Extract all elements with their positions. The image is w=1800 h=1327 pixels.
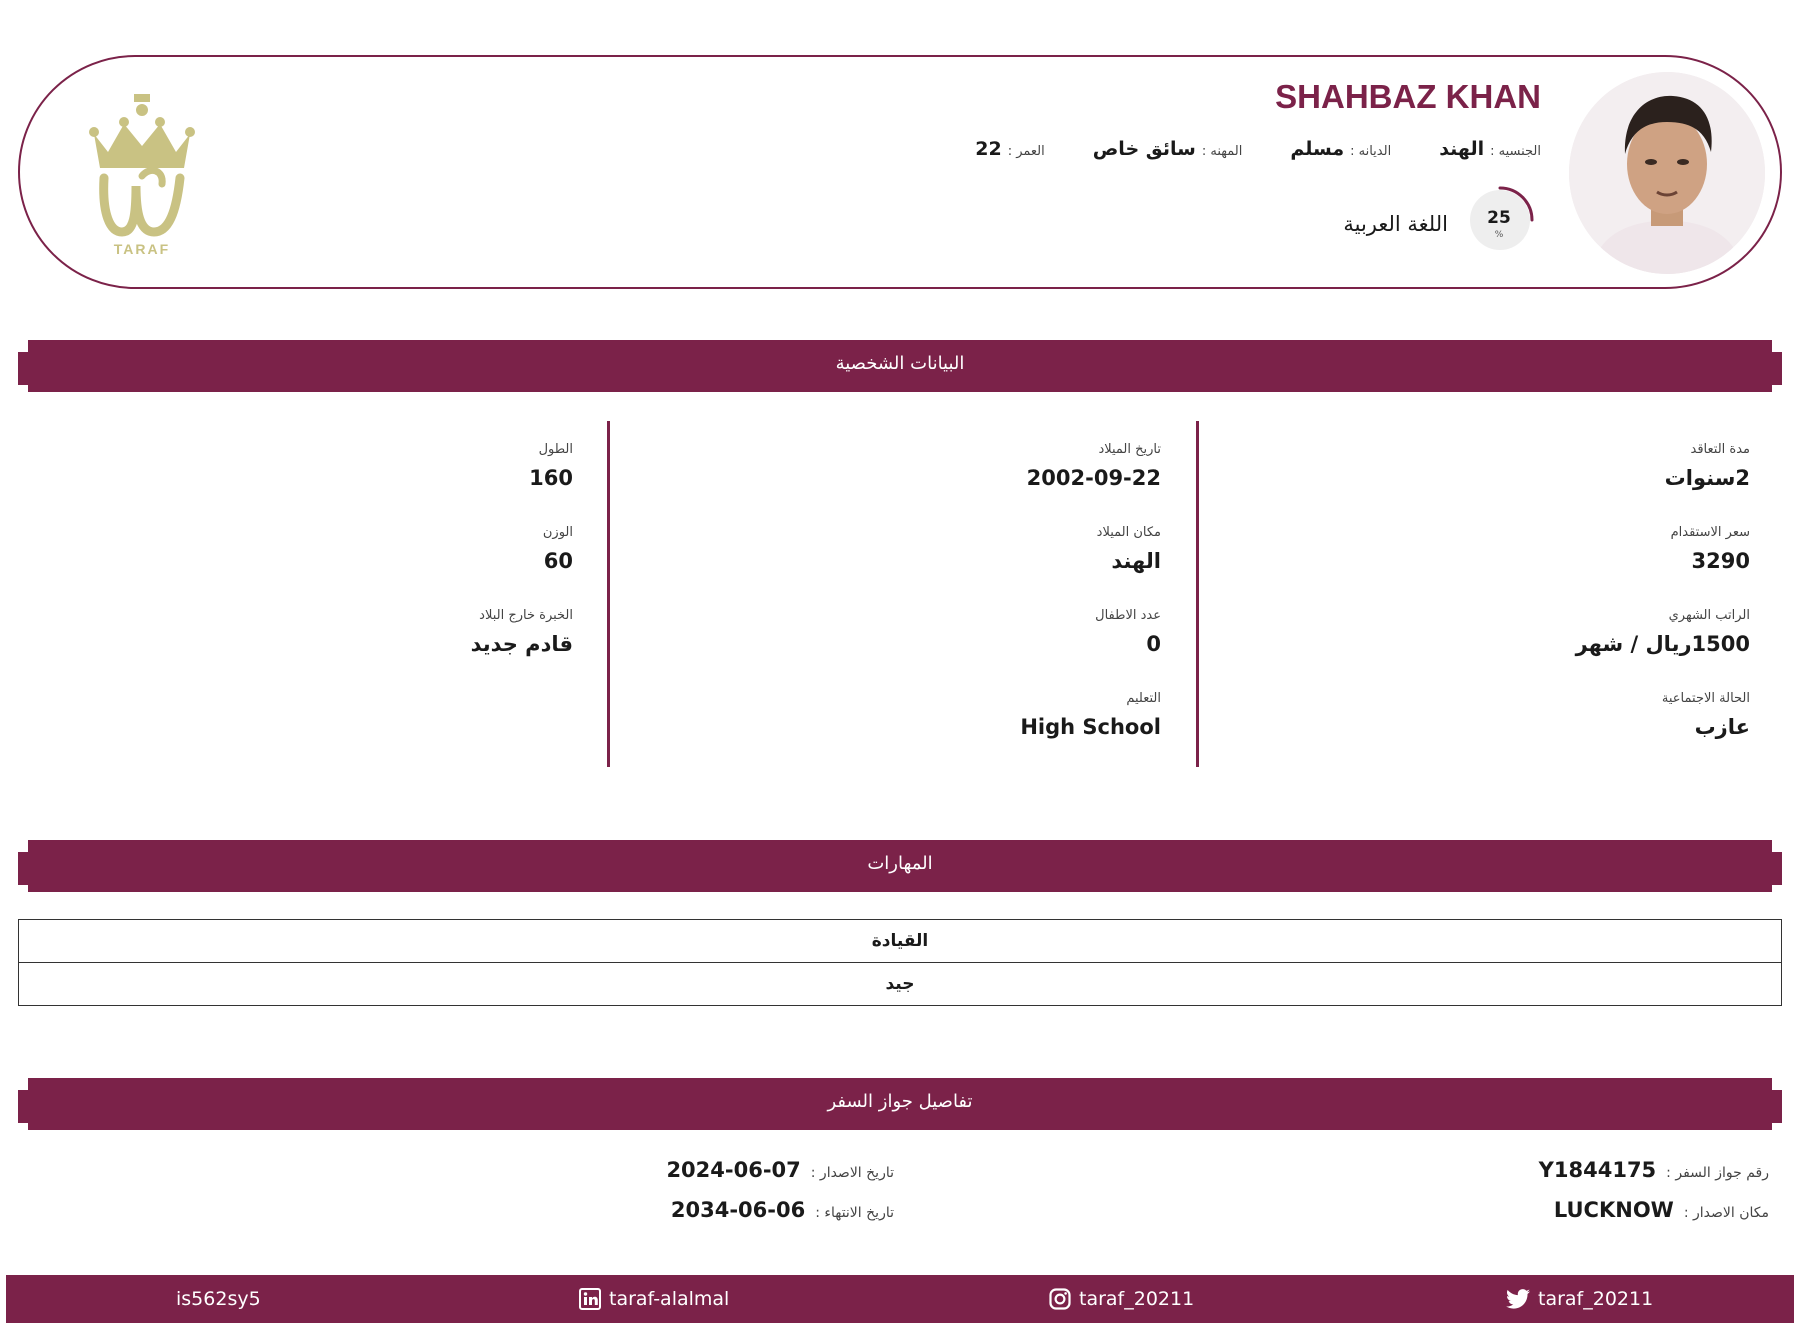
language-label: اللغة العربية xyxy=(1343,212,1448,236)
footer-linkedin[interactable] xyxy=(579,1275,729,1323)
monthly-salary: الراتب الشهري 1500ريال / شهر xyxy=(1575,608,1750,656)
religion xyxy=(1290,138,1391,160)
section-bar-passport xyxy=(18,1078,1782,1130)
religion-label: الديانه : xyxy=(1350,144,1392,159)
height: الطول 160 xyxy=(529,442,573,490)
instagram-icon xyxy=(1049,1288,1071,1310)
weight: الوزن 60 xyxy=(542,525,573,573)
profile-photo xyxy=(1569,72,1765,274)
footer-twitter[interactable] xyxy=(1506,1275,1653,1323)
linkedin-handle: taraf-alalmal xyxy=(609,1288,730,1310)
twitter-handle: taraf_20211 xyxy=(1538,1288,1654,1310)
meta-row xyxy=(975,138,1541,160)
skills-table xyxy=(18,919,1782,1006)
logo-text: TARAF xyxy=(113,241,171,256)
skill-name: القيادة xyxy=(871,931,929,951)
profile-photo-illustration xyxy=(1569,72,1765,274)
nationality-value: الهند xyxy=(1439,138,1485,160)
column-divider-right xyxy=(1196,421,1199,767)
twitter-icon xyxy=(1506,1288,1530,1310)
experience-abroad: الخبرة خارج البلاد قادم جديد xyxy=(470,608,573,656)
recruitment-price: سعر الاستقدام 3290 xyxy=(1670,525,1750,573)
candidate-name: SHAHBAZ KHAN xyxy=(1275,78,1541,115)
children-count: عدد الاطفال 0 xyxy=(1095,608,1161,656)
skill-level: جيد xyxy=(19,962,1781,1005)
passport-expiry-date: تاريخ الانتهاء : 2034-06-06 xyxy=(670,1198,894,1222)
marital-status: الحالة الاجتماعية عازب xyxy=(1661,691,1750,739)
section-title-personal: البيانات الشخصية xyxy=(835,353,965,374)
nationality-label: الجنسيه : xyxy=(1490,144,1541,159)
footer-bar xyxy=(6,1275,1794,1323)
passport-issue-place: مكان الاصدار : LUCKNOW xyxy=(1553,1198,1769,1222)
language-percent: 25 xyxy=(1487,208,1511,228)
nationality xyxy=(1439,138,1541,160)
contract-duration: مدة التعاقد 2سنوات xyxy=(1664,442,1750,490)
section-bar-personal xyxy=(18,340,1782,392)
profession-value: سائق خاص xyxy=(1092,138,1196,160)
section-title-passport: تفاصيل جواز السفر xyxy=(827,1091,973,1112)
passport-issue-date: تاريخ الاصدار : 2024-06-07 xyxy=(666,1158,894,1182)
age xyxy=(975,138,1045,160)
birth-place: مكان الميلاد الهند xyxy=(1096,525,1161,573)
personal-column-middle xyxy=(601,442,1161,774)
profession-label: المهنه : xyxy=(1201,144,1243,159)
column-divider-left xyxy=(607,421,610,767)
education: التعليم High School xyxy=(1020,691,1161,739)
personal-column-right xyxy=(1190,442,1750,774)
profession xyxy=(1093,138,1243,160)
footer-code xyxy=(176,1275,261,1323)
language-percent-unit: % xyxy=(1494,230,1504,240)
taraf-logo xyxy=(84,94,200,256)
section-bar-skills xyxy=(18,840,1782,892)
age-value: 22 xyxy=(975,138,1002,160)
birth-date: تاريخ الميلاد 2002-09-22 xyxy=(1026,442,1161,490)
personal-column-left xyxy=(13,442,573,691)
age-label: العمر : xyxy=(1007,144,1045,159)
section-title-skills: المهارات xyxy=(867,853,933,874)
footer-instagram[interactable] xyxy=(1049,1275,1194,1323)
footer-code-text: is562sy5 xyxy=(176,1288,261,1310)
passport-number: رقم جواز السفر : Y1844175 xyxy=(1538,1158,1769,1182)
instagram-handle: taraf_20211 xyxy=(1079,1288,1195,1310)
religion-value: مسلم xyxy=(1290,138,1345,160)
linkedin-icon xyxy=(579,1288,601,1310)
